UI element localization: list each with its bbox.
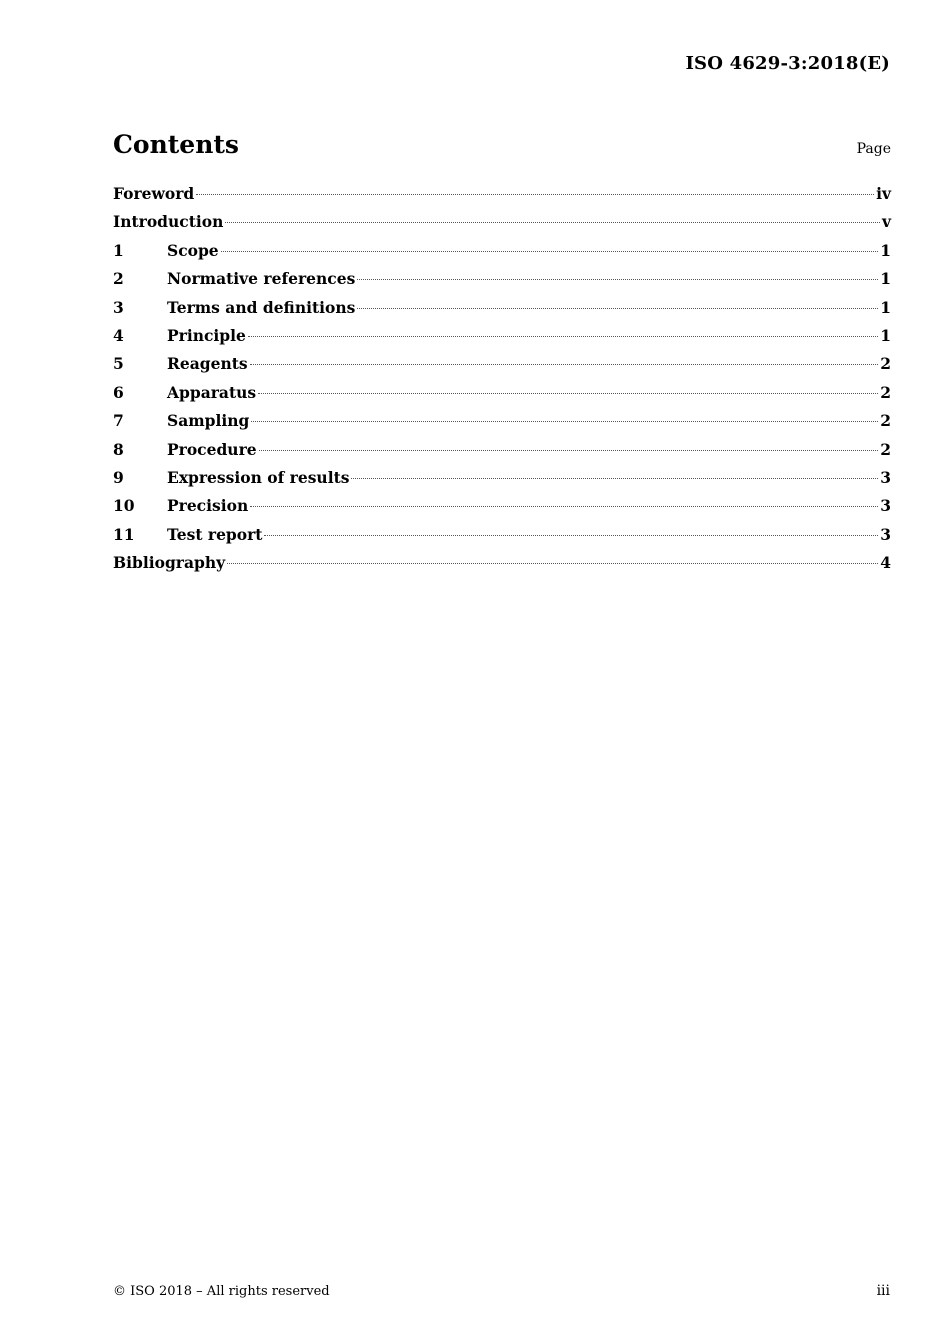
toc-entry-title[interactable]: Test report (167, 524, 263, 544)
toc-entry-page[interactable]: 1 (880, 297, 891, 317)
toc-entry-title[interactable]: Reagents (167, 354, 248, 374)
contents-title: Contents (113, 130, 240, 159)
toc-dot-leader (264, 535, 878, 536)
toc-dot-leader (258, 393, 878, 394)
toc-entry-title[interactable]: Introduction (113, 212, 224, 232)
toc-entry-title[interactable]: Precision (167, 496, 249, 516)
toc-dot-leader (250, 364, 879, 365)
toc-entry-page[interactable]: 4 (880, 553, 891, 573)
toc-entry-number: 6 (113, 382, 124, 402)
toc-entry-page[interactable]: 3 (880, 496, 891, 516)
table-of-contents (113, 184, 891, 581)
toc-entry[interactable] (113, 468, 891, 496)
toc-dot-leader (227, 563, 878, 564)
toc-entry[interactable] (113, 383, 891, 411)
toc-dot-leader (221, 251, 879, 252)
toc-entry[interactable] (113, 553, 891, 581)
toc-entry-title[interactable]: Principle (167, 325, 246, 345)
toc-entry[interactable] (113, 212, 891, 240)
toc-entry-number: 11 (113, 524, 135, 544)
toc-entry-number: 7 (113, 411, 124, 431)
toc-entry-page[interactable]: 2 (880, 382, 891, 402)
toc-entry-page[interactable]: iv (876, 184, 891, 203)
toc-entry[interactable] (113, 496, 891, 524)
toc-entry[interactable] (113, 269, 891, 297)
toc-entry-page[interactable]: 1 (880, 325, 891, 345)
toc-dot-leader (357, 279, 878, 280)
toc-dot-leader (225, 222, 880, 223)
toc-entry[interactable] (113, 354, 891, 382)
contents-header (113, 130, 891, 159)
toc-entry-page[interactable]: v (881, 212, 891, 232)
toc-entry[interactable] (113, 525, 891, 553)
toc-entry-page[interactable]: 2 (880, 411, 891, 431)
toc-entry-number: 8 (113, 439, 124, 459)
toc-entry-page[interactable]: 2 (880, 354, 891, 374)
toc-dot-leader (251, 421, 878, 422)
toc-entry-number: 3 (113, 297, 124, 317)
document-id: ISO 4629-3:2018(E) (685, 53, 890, 74)
toc-entry-page[interactable]: 3 (880, 467, 891, 487)
toc-dot-leader (250, 506, 878, 507)
toc-entry-number: 9 (113, 467, 124, 487)
toc-entry-title[interactable]: Bibliography (113, 553, 226, 573)
toc-entry-number: 5 (113, 354, 124, 374)
toc-dot-leader (248, 336, 878, 337)
toc-entry-page[interactable]: 3 (880, 524, 891, 544)
toc-entry-number: 2 (113, 269, 124, 289)
toc-entry[interactable] (113, 326, 891, 354)
page-column-label: Page (856, 141, 891, 157)
toc-entry-number: 4 (113, 325, 124, 345)
toc-entry-title[interactable]: Expression of results (167, 467, 350, 487)
toc-entry[interactable] (113, 241, 891, 269)
toc-entry-page[interactable]: 1 (880, 269, 891, 289)
toc-entry-title[interactable]: Procedure (167, 439, 257, 459)
toc-entry[interactable] (113, 411, 891, 439)
toc-entry-title[interactable]: Sampling (167, 411, 250, 431)
toc-dot-leader (259, 450, 879, 451)
toc-entry-number: 1 (113, 240, 124, 260)
toc-entry[interactable] (113, 184, 891, 212)
toc-dot-leader (357, 308, 878, 309)
toc-entry-page[interactable]: 1 (880, 240, 891, 260)
toc-dot-leader (196, 194, 874, 195)
toc-entry-title[interactable]: Normative references (167, 269, 356, 289)
toc-entry-number: 10 (113, 496, 135, 516)
toc-entry-title[interactable]: Apparatus (167, 382, 257, 402)
toc-dot-leader (351, 478, 878, 479)
toc-entry-title[interactable]: Scope (167, 240, 219, 260)
toc-entry[interactable] (113, 440, 891, 468)
toc-entry-title[interactable]: Foreword (113, 184, 195, 203)
toc-entry-page[interactable]: 2 (880, 439, 891, 459)
footer-copyright: © ISO 2018 – All rights reserved (113, 1284, 330, 1299)
toc-entry[interactable] (113, 298, 891, 326)
toc-entry-title[interactable]: Terms and definitions (167, 297, 356, 317)
footer-page-number: iii (876, 1283, 890, 1299)
